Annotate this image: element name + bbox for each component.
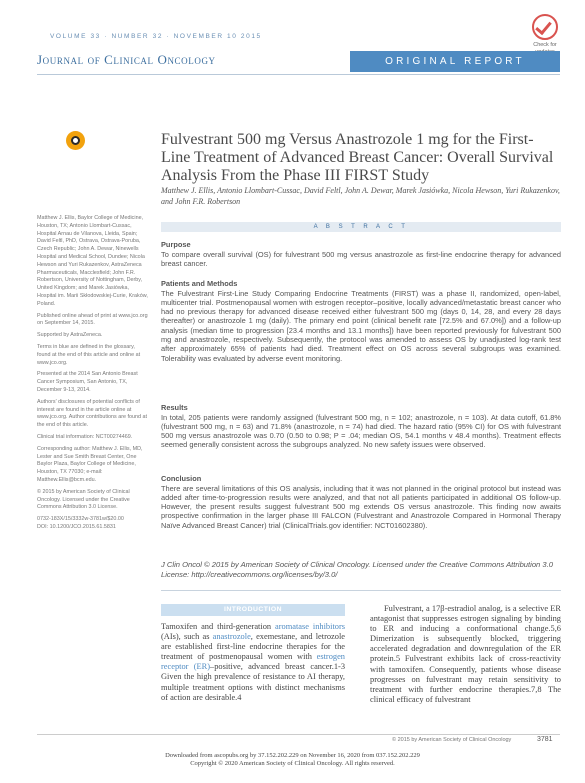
journal-name: Journal of Clinical Oncology bbox=[37, 52, 216, 67]
intro-column-right: Fulvestrant, a 17β-estradiol analog, is a selective ER antagonist that suppresses estrogen signaling by binding to ER and inducing a conformational change.5,6 Dimerization is subsequently blocked, triggering accelerated degradation and downregulation of the ER protein.5 Fulvestrant exhibits lack of cross-reactivity with tamoxifen. Consequently, patients whose disease progresses on fulvestrant may retain sensitivity to treatment with further endocrine therapies.7,8 The clinical efficacy of fulvestrant bbox=[370, 604, 561, 704]
volume-line: VOLUME 33 · NUMBER 32 · NOVEMBER 10 2015 bbox=[50, 33, 262, 40]
header-divider bbox=[37, 74, 560, 75]
intro-text-b: (AIs), such as bbox=[161, 632, 213, 642]
results-heading: Results bbox=[161, 403, 188, 412]
abstract-purpose bbox=[161, 240, 561, 268]
crossmark-badge[interactable] bbox=[527, 14, 563, 56]
purpose-text: To compare overall survival (OS) for fulvestrant 500 mg versus anastrozole as first-line endocrine therapy for advanced breast cancer. bbox=[161, 249, 561, 268]
glossary-link-estrogen-receptor[interactable]: estrogen receptor (ER) bbox=[161, 652, 345, 672]
sidebar-presented: Presented at the 2014 San Antonio Breast Cancer Symposium, San Antonio, TX, December 9-13, 2014. bbox=[37, 371, 138, 393]
report-type-banner: ORIGINAL REPORT bbox=[350, 51, 560, 72]
article-title: Fulvestrant 500 mg Versus Anastrozole 1 mg for the First-Line Treatment of Advanced Breast Cancer: Overall Survival Analysis From the Phase III FIRST Study bbox=[161, 131, 554, 184]
results-text: In total, 205 patients were randomly assigned (fulvestrant 500 mg, n = 102; anastrozole, n = 103). At data cutoff, 61.8% (fulvestrant 500 mg, n = 63) and 71.8% (anastrozole, n = 74) had died. The hazard ratio (95% CI) for OS with fulvestrant 500 mg versus anastrozole was 0.70 (0.50 to 0.98; P = .04; median OS, 54.1 months v 48.4 months). Treatment effects seemed generally consistent across the subgroups analyzed. No new safety issues were observed. bbox=[161, 412, 561, 450]
footer-copyright: © 2015 by American Society of Clinical Oncology bbox=[392, 737, 512, 743]
crossmark-icon bbox=[532, 14, 558, 40]
open-access-icon bbox=[66, 131, 85, 150]
sidebar-published: Published online ahead of print at www.jco.org on September 14, 2015. bbox=[37, 312, 148, 327]
methods-heading: Patients and Methods bbox=[161, 279, 238, 288]
methods-text: The Fulvestrant First-Line Study Comparing Endocrine Treatments (FIRST) was a phase II, randomized, open-label, multicenter trial. Postmenopausal women with estrogen receptor–positive, locally advanced/metastatic breast cancer who had no previous therapy for advanced disease received either fulvestrant 500 mg (days 0, 14, 28, and every 28 days thereafter) or anastrozole 1 mg (daily). The primary end point (clinical benefit rate [72.5% and 67.0%]) and a follow-up analysis (median time to progression [23.4 months and 13.1 months]) have been reported previously for fulvestrant 500 mg and anastrozole, respectively. Subsequently, the protocol was amended to assess OS by unadjusted log-rank test after approximately 65% of patients had died. Treatment effect on OS across several subgroups was examined. Tolerability was evaluated by adverse event monitoring. bbox=[161, 288, 561, 363]
footer-divider bbox=[37, 734, 560, 735]
abstract-label: A B S T R A C T bbox=[161, 222, 561, 232]
article-authors: Matthew J. Ellis, Antonio Llombart-Cussac, David Feltl, John A. Dewar, Marek Jasiówka, Nicola Hewson, Yuri Rukazenkov, and John F.R. Robertson bbox=[161, 186, 560, 206]
sidebar-copyright: © 2015 by American Society of Clinical Oncology. Licensed under the Creative Commons Attribution 3.0 License. bbox=[37, 488, 130, 511]
glossary-link-anastrozole[interactable]: anastrozole bbox=[212, 632, 251, 642]
glossary-link-aromatase-inhibitors[interactable]: aromatase inhibitors bbox=[275, 622, 346, 631]
conclusion-text: There are several limitations of this OS analysis, including that it was not planned in the original protocol but instead was added after time-to-progression results were analyzed, and that not all patients participated in additional OS follow-up. However, the present results suggest fulvestrant 500 mg extends OS versus anastrozole. This finding now awaits prospective confirmation in the larger phase III FALCON (Fulvestrant and Anastrozole Compared in Hormonal Therapy Naïve Advanced Breast Cancer) trial (ClinicalTrials.gov identifier: NCT01602380). bbox=[161, 483, 561, 530]
abstract-conclusion bbox=[161, 474, 561, 530]
sidebar-support: Supported by AstraZeneca. bbox=[37, 332, 103, 339]
download-line-2: Copyright © 2020 American Society of Clinical Oncology. All rights reserved. bbox=[190, 760, 395, 767]
sidebar-trial: Clinical trial information: NCT00274469. bbox=[37, 433, 133, 440]
sidebar-affiliations: Matthew J. Ellis, Baylor College of Medicine, Houston, TX; Antonio Llombart-Cussac, Hospital Arnau de Vilanova, Lleida, Spain; David Feltl, PhD, Ostrava, Ostrava-Poruba, Czech Republic; John A. Dewar, Ninewells Hospital and Medical School, Dundee; Nicola Hewson and Yuri Rukazenkov, AstraZeneca Pharmaceuticals, Macclesfield; John F.R. Robertson, University of Nottingham, Derby, United Kingdom; and Marek Jasiówka, Hospital im. Marii Skłodowskiej-Curie, Kraków, Poland. bbox=[37, 215, 148, 307]
download-line-1: Downloaded from ascopubs.org by 37.152.202.229 on November 16, 2020 from 037.152.202.229 bbox=[165, 752, 420, 759]
page-number: 3781 bbox=[537, 736, 553, 743]
sidebar-corresponding: Corresponding author: Matthew J. Ellis, MD, Lester and Sue Smith Breast Center, One Baylor Plaza, Baylor College of Medicine, Houston, TX 77030; e-mail: Matthew.Ellis@bcm.edu. bbox=[37, 445, 143, 483]
conclusion-heading: Conclusion bbox=[161, 474, 202, 483]
intro-text-d: –positive, advanced breast cancer.1-3 Given the high prevalence of resistance to AI therapy, multiple treatment options with distinct mechanisms of action are desirable.4 bbox=[161, 662, 346, 702]
license-citation: J Clin Oncol © 2015 by American Society of Clinical Oncology. Licensed under the Creative Commons Attribution 3.0 License: http://creativecommons.org/licenses/by/3.0/ bbox=[161, 560, 553, 579]
sidebar-issn: 0732-183X/15/3332w-3781w/$20.00 bbox=[37, 516, 124, 523]
purpose-heading: Purpose bbox=[161, 240, 191, 249]
abstract-methods bbox=[161, 279, 561, 363]
sidebar-doi: DOI: 10.1200/JCO.2015.61.5831 bbox=[37, 523, 116, 530]
intro-text-a: Tamoxifen and third-generation bbox=[161, 622, 276, 631]
crossmark-label: Check for bbox=[533, 42, 557, 48]
sidebar-disclosures: Authors' disclosures of potential conflicts of interest are found in the article online at www.jco.org. Author contributions are found at the end of this article. bbox=[37, 398, 147, 429]
article-sidebar bbox=[37, 215, 149, 536]
intro-column-left bbox=[161, 622, 345, 703]
intro-text-c: , exemestane, and letrozole are established first-line endocrine therapies for the treatment of postmenopausal women with bbox=[161, 632, 345, 662]
sidebar-terms: Terms in blue are defined in the glossary, found at the end of this article and online at www.jco.org. bbox=[37, 343, 141, 366]
download-notice bbox=[0, 752, 585, 768]
abstract-results bbox=[161, 403, 561, 450]
introduction-heading: INTRODUCTION bbox=[161, 604, 345, 616]
abstract-divider bbox=[161, 590, 561, 591]
